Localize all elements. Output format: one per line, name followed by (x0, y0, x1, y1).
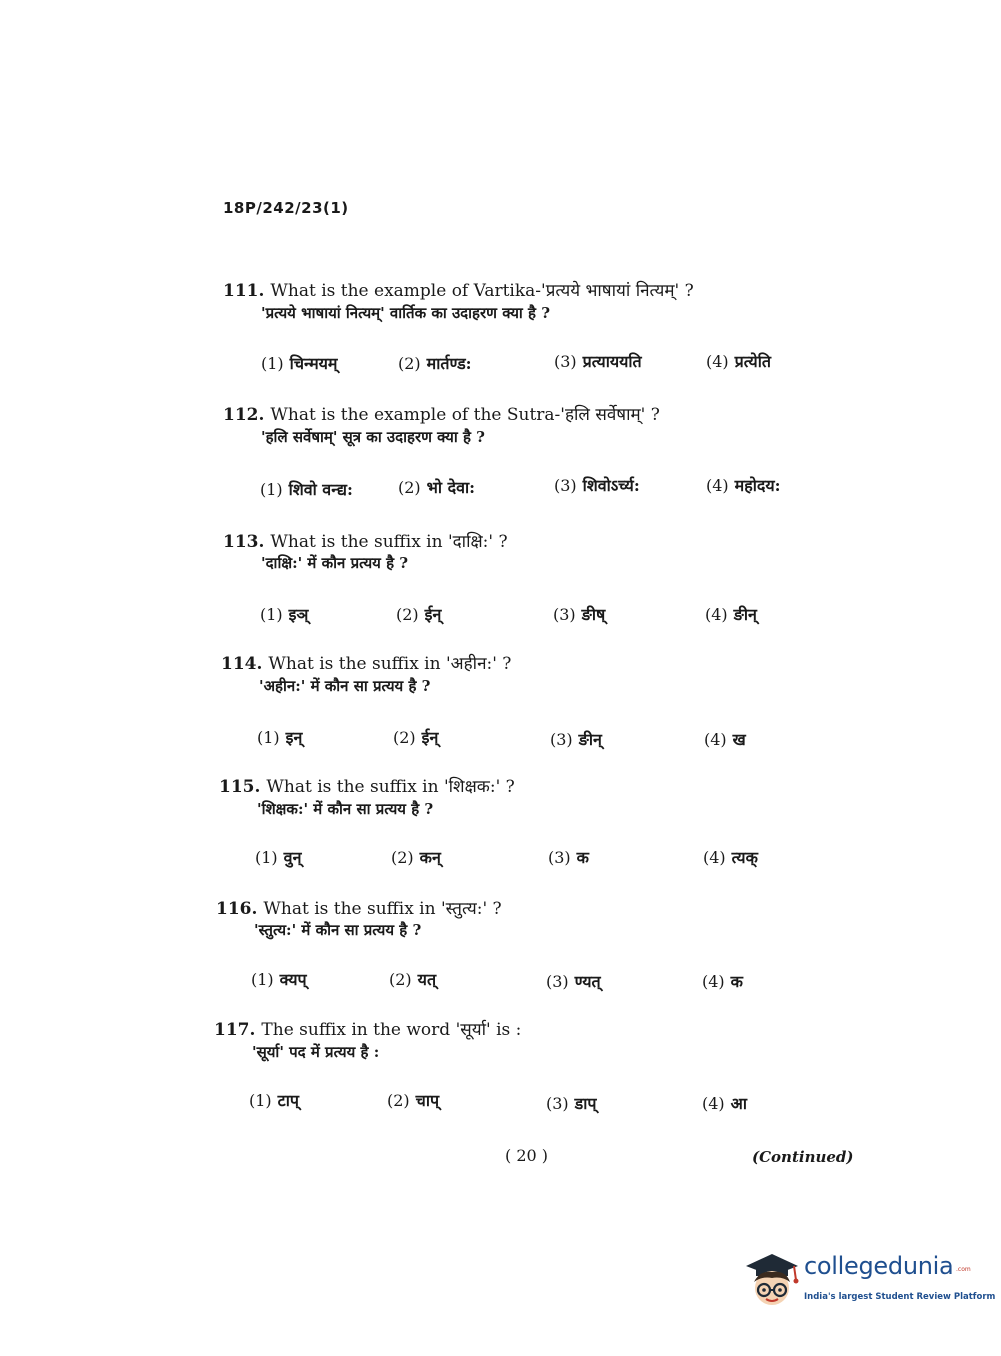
question-hindi: 'शिक्षक:' में कौन सा प्रत्यय है ? (257, 800, 434, 818)
question-number: 111. (223, 281, 265, 301)
question-english: What is the suffix in 'स्तुत्य:' ? (263, 899, 502, 919)
option-4: (4) क (702, 972, 743, 991)
option-2: (2) यत् (389, 970, 437, 989)
question-hindi: 'अहीन:' में कौन सा प्रत्यय है ? (259, 677, 431, 695)
option-4: (4) ङीन् (705, 605, 757, 624)
question-english: The suffix in the word 'सूर्या' is : (261, 1020, 522, 1040)
option-3: (3) ण्यत् (546, 972, 601, 991)
question-number: 113. (223, 532, 265, 552)
option-2: (2) भो देवा: (398, 478, 476, 497)
option-1: (1) इञ् (260, 605, 309, 624)
question-english: What is the example of the Sutra-'हलि सर्वेषाम्' ? (270, 405, 660, 425)
option-4: (4) प्रत्येति (706, 352, 771, 371)
question-number: 114. (221, 654, 263, 674)
option-1: (1) इन् (257, 728, 303, 747)
option-4: (4) ख (704, 730, 746, 749)
option-2: (2) ईन् (393, 728, 439, 747)
question-hindi: 'सूर्या' पद में प्रत्यय है : (252, 1043, 380, 1061)
question-hindi: 'प्रत्यये भाषायां नित्यम्' वार्तिक का उदाहरण क्या है ? (261, 304, 551, 322)
question-english: What is the suffix in 'दाक्षि:' ? (270, 532, 508, 552)
option-3: (3) ङीष् (553, 605, 606, 624)
question-hindi: 'स्तुत्य:' में कौन सा प्रत्यय है ? (254, 921, 422, 939)
option-2: (2) चाप् (387, 1091, 440, 1110)
option-3: (3) ङीन् (550, 730, 602, 749)
question-number: 112. (223, 405, 265, 425)
question-hindi: 'हलि सर्वेषाम्' सूत्र का उदाहरण क्या है ? (261, 428, 485, 446)
brand-domain: .com (956, 1266, 971, 1273)
option-4: (4) त्यक् (703, 848, 758, 867)
option-1: (1) वुन् (255, 848, 302, 867)
mascot-icon (742, 1248, 800, 1312)
option-1: (1) चिन्मयम् (261, 354, 338, 373)
brand-tagline: India's largest Student Review Platform (804, 1292, 996, 1302)
question-english: What is the suffix in 'शिक्षक:' ? (266, 777, 515, 797)
option-1: (1) टाप् (249, 1091, 299, 1110)
option-3: (3) क (548, 848, 589, 867)
question-english: What is the suffix in 'अहीन:' ? (268, 654, 512, 674)
question-hindi: 'दाक्षि:' में कौन प्रत्यय है ? (261, 554, 409, 572)
option-2: (2) ईन् (396, 605, 442, 624)
collegedunia-logo (742, 1248, 996, 1312)
option-2: (2) कन् (391, 848, 441, 867)
question-number: 115. (219, 777, 261, 797)
page-number: ( 20 ) (505, 1146, 549, 1165)
option-3: (3) शिवोऽर्च्य: (554, 476, 640, 495)
question-english: What is the example of Vartika-'प्रत्यये भाषायां नित्यम्' ? (270, 281, 694, 301)
option-4: (4) महोदय: (706, 476, 781, 495)
option-3: (3) डाप् (546, 1094, 597, 1113)
continued-label: (Continued) (752, 1148, 854, 1166)
paper-code: 18P/242/23(1) (223, 199, 349, 217)
question-number: 116. (216, 899, 258, 919)
option-1: (1) क्यप् (251, 970, 307, 989)
option-1: (1) शिवो वन्द्य: (260, 480, 353, 499)
option-4: (4) आ (702, 1094, 748, 1113)
option-3: (3) प्रत्याययति (554, 352, 642, 371)
brand-name: collegedunia (804, 1252, 954, 1280)
question-number: 117. (214, 1020, 256, 1040)
option-2: (2) मार्तण्ड: (398, 354, 472, 373)
